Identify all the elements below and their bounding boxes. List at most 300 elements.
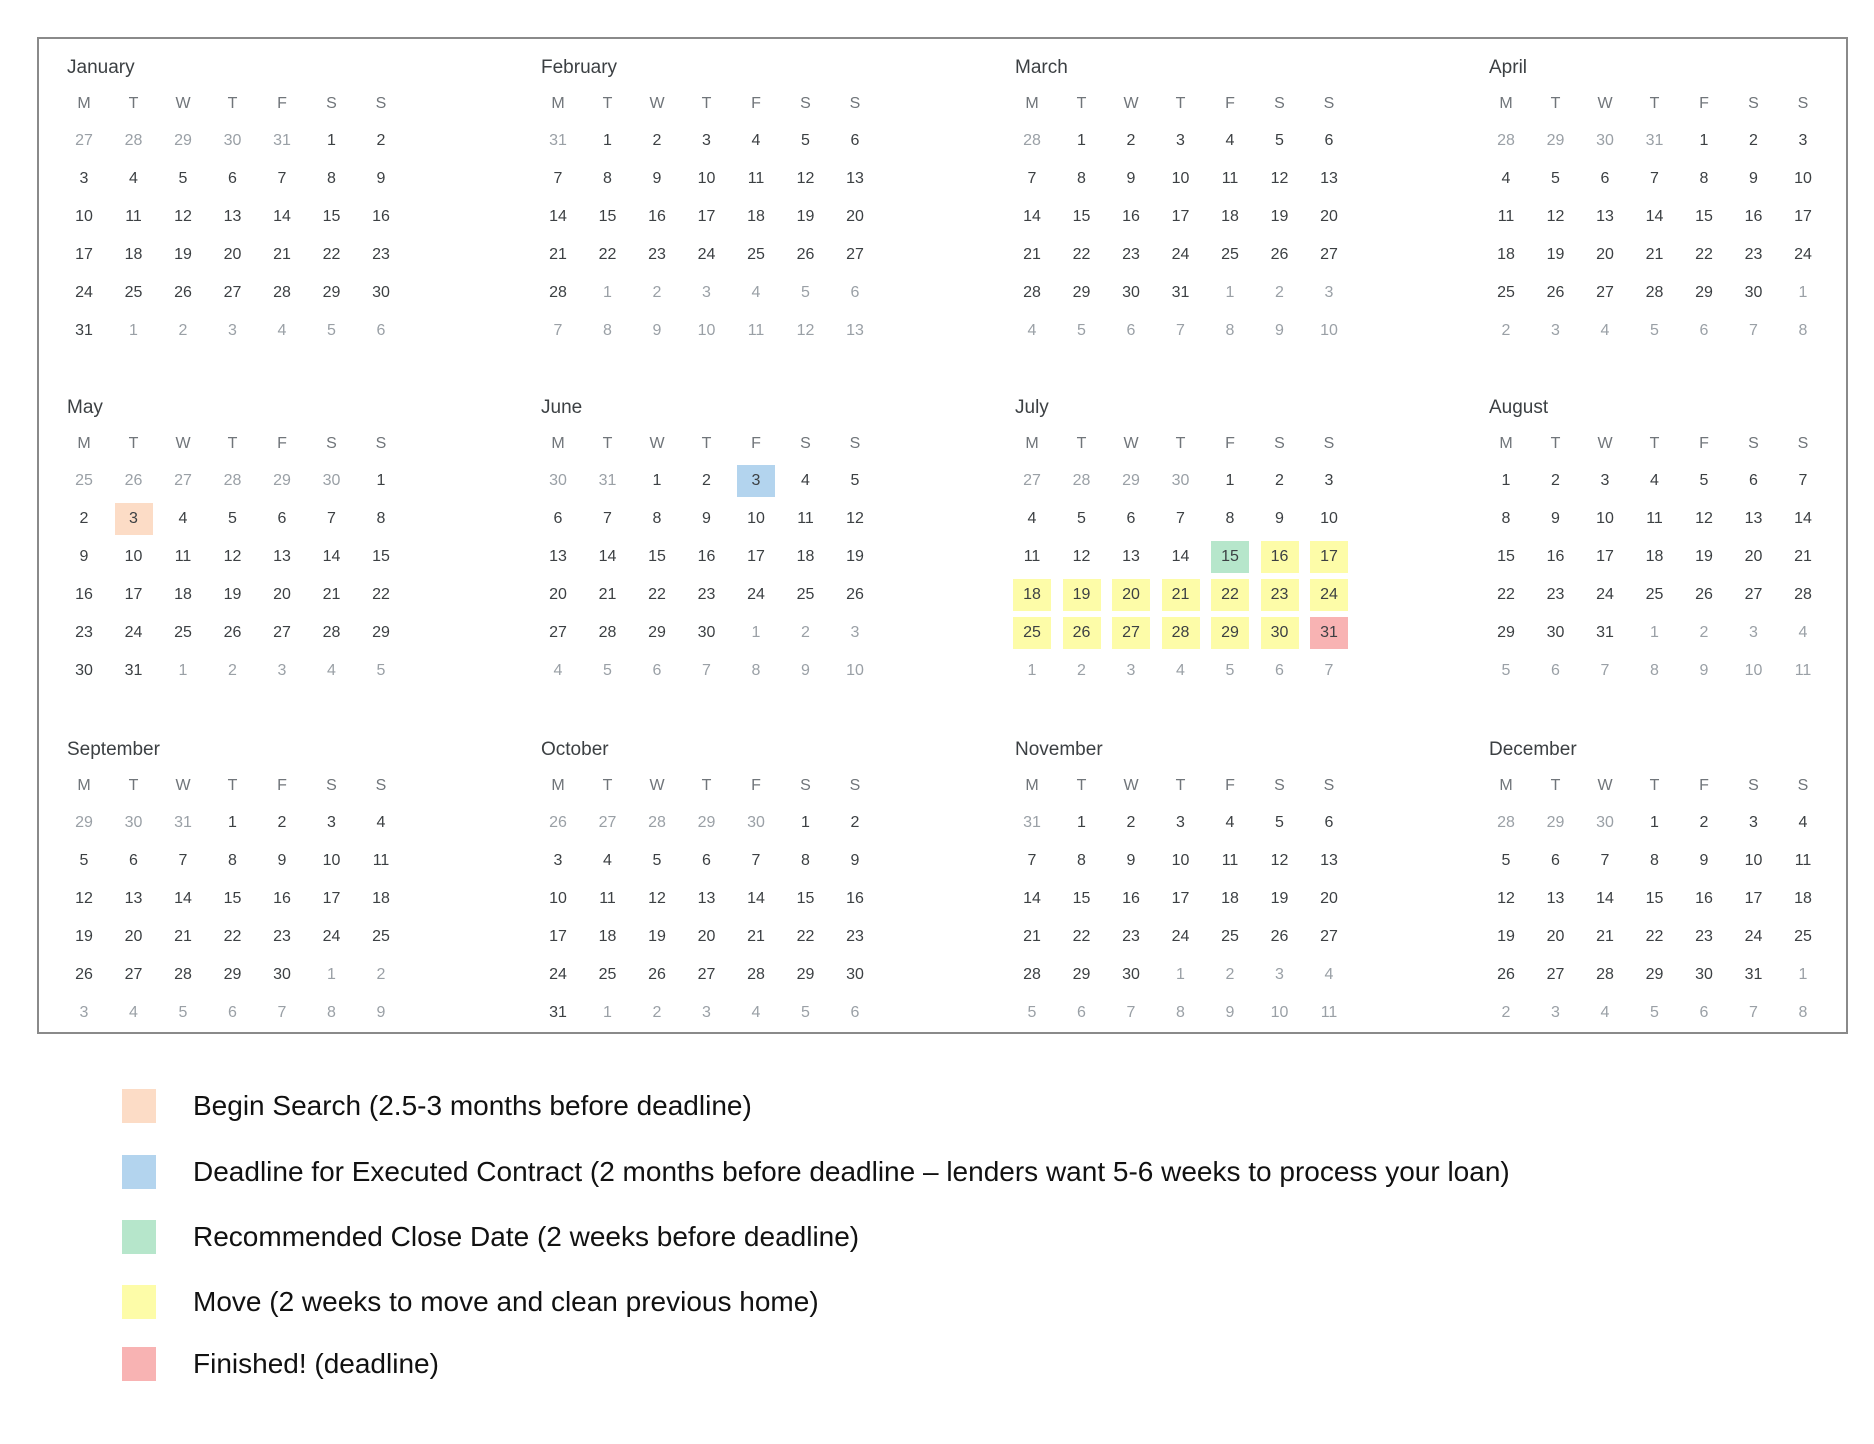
day-cell[interactable]: 13 [697, 890, 716, 907]
day-cell[interactable]: 4 [277, 322, 287, 339]
day-cell[interactable]: 20 [1744, 548, 1763, 565]
day-cell[interactable]: 21 [549, 246, 567, 263]
day-cell[interactable]: 6 [376, 322, 386, 339]
day-cell[interactable]: 29 [174, 132, 192, 149]
day-cell[interactable]: 8 [603, 322, 612, 339]
day-cell[interactable]: 30 [1171, 472, 1190, 489]
day-cell[interactable]: 14 [174, 890, 192, 907]
day-cell[interactable]: 2 [277, 814, 287, 831]
day-cell[interactable]: 27 [1320, 246, 1338, 263]
day-cell[interactable]: 24 [75, 284, 93, 301]
day-cell[interactable]: 1 [327, 132, 336, 149]
day-cell[interactable]: 8 [1798, 322, 1808, 339]
day-cell[interactable]: 11 [1023, 548, 1041, 565]
day-cell[interactable]: 3 [327, 814, 336, 831]
day-cell[interactable]: 7 [277, 1004, 287, 1021]
day-cell[interactable]: 31 [174, 814, 192, 831]
day-cell[interactable]: 5 [327, 322, 336, 339]
day-cell[interactable]: 2 [702, 472, 711, 489]
day-cell[interactable]: 30 [697, 624, 716, 641]
day-cell[interactable]: 11 [372, 852, 390, 869]
day-cell[interactable]: 10 [1171, 170, 1190, 187]
day-cell[interactable]: 10 [1270, 1004, 1289, 1021]
day-cell[interactable]: 5 [79, 852, 89, 869]
day-cell[interactable]: 9 [850, 852, 860, 869]
day-cell[interactable]: 26 [1270, 928, 1289, 945]
day-cell[interactable]: 4 [1027, 322, 1037, 339]
day-cell[interactable]: 30 [846, 966, 864, 983]
day-cell[interactable]: 6 [228, 1004, 237, 1021]
day-cell[interactable]: 1 [1650, 814, 1659, 831]
day-cell[interactable]: 19 [1546, 246, 1565, 263]
day-cell[interactable]: 22 [598, 246, 617, 263]
day-cell-move[interactable]: 20 [1112, 579, 1150, 611]
day-cell[interactable]: 23 [697, 586, 716, 603]
day-cell[interactable]: 20 [1320, 208, 1338, 225]
day-cell[interactable]: 27 [1023, 472, 1041, 489]
day-cell[interactable]: 5 [376, 662, 386, 679]
day-cell[interactable]: 14 [598, 548, 617, 565]
day-cell[interactable]: 13 [1596, 208, 1614, 225]
day-cell[interactable]: 8 [1650, 852, 1659, 869]
day-cell[interactable]: 12 [75, 890, 93, 907]
day-cell[interactable]: 6 [850, 284, 860, 301]
day-cell-close[interactable]: 15 [1211, 541, 1249, 573]
day-cell[interactable]: 2 [1699, 814, 1709, 831]
day-cell[interactable]: 6 [652, 662, 662, 679]
day-cell[interactable]: 23 [372, 246, 390, 263]
day-cell[interactable]: 23 [1744, 246, 1763, 263]
day-cell[interactable]: 29 [1645, 966, 1664, 983]
day-cell[interactable]: 6 [850, 132, 860, 149]
day-cell[interactable]: 5 [1077, 510, 1086, 527]
day-cell[interactable]: 9 [1699, 852, 1709, 869]
day-cell-move[interactable]: 24 [1310, 579, 1348, 611]
day-cell[interactable]: 11 [747, 170, 765, 187]
day-cell[interactable]: 12 [1270, 170, 1289, 187]
day-cell[interactable]: 17 [1596, 548, 1614, 565]
day-cell[interactable]: 17 [1171, 890, 1190, 907]
day-cell[interactable]: 10 [1171, 852, 1190, 869]
day-cell[interactable]: 22 [648, 586, 666, 603]
day-cell[interactable]: 5 [1027, 1004, 1037, 1021]
day-cell[interactable]: 15 [1645, 890, 1664, 907]
day-cell[interactable]: 10 [1744, 662, 1763, 679]
day-cell[interactable]: 28 [747, 966, 765, 983]
day-cell[interactable]: 16 [1122, 890, 1140, 907]
day-cell[interactable]: 12 [174, 208, 192, 225]
day-cell[interactable]: 2 [79, 510, 89, 527]
day-cell[interactable]: 20 [223, 246, 242, 263]
day-cell[interactable]: 4 [1600, 322, 1610, 339]
day-cell[interactable]: 1 [1027, 662, 1037, 679]
day-cell[interactable]: 9 [1275, 510, 1284, 527]
day-cell[interactable]: 10 [322, 852, 341, 869]
day-cell[interactable]: 28 [1497, 132, 1515, 149]
day-cell[interactable]: 8 [327, 1004, 336, 1021]
day-cell[interactable]: 10 [697, 170, 716, 187]
day-cell[interactable]: 2 [1749, 132, 1758, 149]
day-cell[interactable]: 25 [174, 624, 192, 641]
day-cell[interactable]: 12 [1497, 890, 1515, 907]
day-cell[interactable]: 4 [553, 662, 563, 679]
day-cell[interactable]: 2 [801, 624, 810, 641]
day-cell[interactable]: 10 [75, 208, 93, 225]
day-cell[interactable]: 11 [1794, 852, 1812, 869]
day-cell[interactable]: 23 [273, 928, 291, 945]
day-cell[interactable]: 13 [846, 170, 864, 187]
day-cell[interactable]: 26 [1546, 284, 1565, 301]
day-cell[interactable]: 28 [273, 284, 291, 301]
day-cell[interactable]: 30 [322, 472, 341, 489]
day-cell[interactable]: 5 [801, 284, 810, 301]
day-cell-move[interactable]: 25 [1013, 617, 1051, 649]
day-cell[interactable]: 14 [1596, 890, 1614, 907]
day-cell[interactable]: 20 [124, 928, 143, 945]
day-cell[interactable]: 4 [751, 284, 761, 301]
day-cell[interactable]: 16 [1122, 208, 1140, 225]
day-cell[interactable]: 10 [549, 890, 567, 907]
day-cell[interactable]: 1 [603, 284, 612, 301]
day-cell[interactable]: 29 [1122, 472, 1140, 489]
day-cell[interactable]: 19 [1497, 928, 1515, 945]
day-cell[interactable]: 4 [1600, 1004, 1610, 1021]
day-cell[interactable]: 31 [124, 662, 143, 679]
day-cell[interactable]: 11 [174, 548, 192, 565]
day-cell[interactable]: 1 [178, 662, 188, 679]
day-cell[interactable]: 15 [1695, 208, 1713, 225]
day-cell[interactable]: 3 [1749, 814, 1758, 831]
day-cell[interactable]: 27 [598, 814, 617, 831]
day-cell[interactable]: 26 [796, 246, 815, 263]
day-cell[interactable]: 18 [124, 246, 143, 263]
day-cell[interactable]: 5 [1501, 662, 1511, 679]
day-cell[interactable]: 18 [1794, 890, 1812, 907]
day-cell[interactable]: 1 [228, 814, 237, 831]
day-cell-final[interactable]: 31 [1310, 617, 1348, 649]
day-cell[interactable]: 29 [223, 966, 242, 983]
day-cell[interactable]: 23 [648, 246, 666, 263]
day-cell[interactable]: 27 [549, 624, 567, 641]
day-cell[interactable]: 30 [372, 284, 390, 301]
day-cell[interactable]: 19 [648, 928, 666, 945]
day-cell[interactable]: 19 [846, 548, 864, 565]
day-cell[interactable]: 17 [1744, 890, 1763, 907]
day-cell[interactable]: 9 [702, 510, 711, 527]
day-cell[interactable]: 10 [1794, 170, 1812, 187]
day-cell[interactable]: 30 [1744, 284, 1763, 301]
day-cell-move[interactable]: 16 [1261, 541, 1299, 573]
day-cell[interactable]: 7 [1176, 322, 1185, 339]
day-cell[interactable]: 18 [372, 890, 390, 907]
day-cell[interactable]: 13 [1744, 510, 1763, 527]
day-cell[interactable]: 3 [1749, 624, 1758, 641]
day-cell[interactable]: 24 [1794, 246, 1812, 263]
day-cell[interactable]: 30 [1122, 284, 1140, 301]
day-cell[interactable]: 22 [796, 928, 815, 945]
day-cell[interactable]: 30 [747, 814, 765, 831]
day-cell[interactable]: 26 [1497, 966, 1515, 983]
day-cell[interactable]: 29 [648, 624, 666, 641]
day-cell-move[interactable]: 29 [1211, 617, 1249, 649]
day-cell[interactable]: 1 [376, 472, 386, 489]
day-cell[interactable]: 15 [1497, 548, 1515, 565]
day-cell[interactable]: 20 [549, 586, 567, 603]
day-cell[interactable]: 24 [1171, 246, 1190, 263]
day-cell[interactable]: 6 [1077, 1004, 1086, 1021]
day-cell[interactable]: 5 [178, 1004, 188, 1021]
day-cell[interactable]: 10 [1596, 510, 1614, 527]
day-cell[interactable]: 16 [1695, 890, 1713, 907]
day-cell-move[interactable]: 26 [1063, 617, 1101, 649]
day-cell[interactable]: 21 [322, 586, 341, 603]
day-cell[interactable]: 21 [598, 586, 617, 603]
day-cell[interactable]: 29 [372, 624, 390, 641]
day-cell[interactable]: 4 [1798, 814, 1808, 831]
day-cell[interactable]: 26 [846, 586, 864, 603]
day-cell[interactable]: 7 [1176, 510, 1185, 527]
day-cell[interactable]: 6 [553, 510, 563, 527]
day-cell[interactable]: 20 [1546, 928, 1565, 945]
day-cell[interactable]: 13 [1320, 170, 1338, 187]
day-cell[interactable]: 24 [1744, 928, 1763, 945]
day-cell[interactable]: 22 [1072, 928, 1091, 945]
day-cell[interactable]: 4 [1798, 624, 1808, 641]
day-cell[interactable]: 7 [277, 170, 287, 187]
day-cell[interactable]: 3 [1600, 472, 1610, 489]
day-cell-search[interactable]: 3 [115, 503, 153, 535]
day-cell[interactable]: 6 [277, 510, 287, 527]
day-cell[interactable]: 15 [648, 548, 666, 565]
day-cell[interactable]: 5 [801, 132, 810, 149]
day-cell[interactable]: 1 [1798, 284, 1808, 301]
day-cell[interactable]: 10 [1320, 322, 1338, 339]
day-cell[interactable]: 29 [1546, 132, 1565, 149]
day-cell[interactable]: 27 [846, 246, 864, 263]
day-cell[interactable]: 22 [1645, 928, 1664, 945]
day-cell[interactable]: 5 [801, 1004, 810, 1021]
day-cell[interactable]: 4 [129, 1004, 138, 1021]
day-cell[interactable]: 29 [75, 814, 93, 831]
day-cell[interactable]: 4 [1176, 662, 1185, 679]
day-cell[interactable]: 2 [1275, 284, 1284, 301]
day-cell[interactable]: 20 [1320, 890, 1338, 907]
day-cell[interactable]: 9 [1749, 170, 1758, 187]
day-cell[interactable]: 30 [549, 472, 567, 489]
day-cell[interactable]: 4 [751, 132, 761, 149]
day-cell[interactable]: 19 [75, 928, 93, 945]
day-cell[interactable]: 9 [1551, 510, 1560, 527]
day-cell[interactable]: 15 [598, 208, 617, 225]
day-cell[interactable]: 3 [1798, 132, 1808, 149]
day-cell[interactable]: 18 [747, 208, 765, 225]
day-cell[interactable]: 5 [178, 170, 188, 187]
day-cell[interactable]: 27 [1596, 284, 1614, 301]
day-cell[interactable]: 7 [751, 852, 761, 869]
day-cell[interactable]: 2 [652, 132, 662, 149]
day-cell[interactable]: 9 [1225, 1004, 1235, 1021]
day-cell[interactable]: 9 [652, 170, 662, 187]
day-cell[interactable]: 11 [1646, 510, 1663, 527]
day-cell[interactable]: 6 [1749, 472, 1758, 489]
day-cell[interactable]: 2 [1126, 132, 1136, 149]
day-cell[interactable]: 28 [1645, 284, 1664, 301]
day-cell[interactable]: 5 [1551, 170, 1560, 187]
day-cell[interactable]: 17 [75, 246, 93, 263]
day-cell[interactable]: 26 [648, 966, 666, 983]
day-cell[interactable]: 20 [273, 586, 291, 603]
day-cell[interactable]: 20 [846, 208, 864, 225]
day-cell[interactable]: 29 [796, 966, 815, 983]
day-cell[interactable]: 15 [1072, 890, 1091, 907]
day-cell[interactable]: 11 [1497, 208, 1515, 225]
day-cell-move[interactable]: 21 [1162, 579, 1200, 611]
day-cell-move[interactable]: 27 [1112, 617, 1150, 649]
day-cell[interactable]: 8 [1176, 1004, 1185, 1021]
day-cell[interactable]: 26 [1270, 246, 1289, 263]
day-cell[interactable]: 8 [603, 170, 612, 187]
day-cell[interactable]: 8 [1699, 170, 1709, 187]
day-cell[interactable]: 31 [598, 472, 617, 489]
day-cell[interactable]: 10 [1320, 510, 1338, 527]
day-cell[interactable]: 11 [1320, 1004, 1338, 1021]
day-cell[interactable]: 13 [124, 890, 143, 907]
day-cell[interactable]: 2 [1126, 814, 1136, 831]
day-cell[interactable]: 26 [549, 814, 567, 831]
day-cell[interactable]: 5 [1650, 1004, 1659, 1021]
day-cell[interactable]: 2 [1551, 472, 1560, 489]
day-cell[interactable]: 5 [1077, 322, 1086, 339]
day-cell[interactable]: 14 [322, 548, 341, 565]
day-cell[interactable]: 7 [1650, 170, 1659, 187]
day-cell[interactable]: 7 [1126, 1004, 1136, 1021]
day-cell[interactable]: 28 [1072, 472, 1091, 489]
day-cell[interactable]: 9 [801, 662, 810, 679]
day-cell[interactable]: 23 [1122, 246, 1140, 263]
day-cell[interactable]: 30 [1596, 814, 1614, 831]
day-cell[interactable]: 9 [376, 170, 386, 187]
day-cell[interactable]: 28 [1794, 586, 1812, 603]
day-cell[interactable]: 25 [796, 586, 815, 603]
day-cell[interactable]: 10 [124, 548, 143, 565]
day-cell[interactable]: 29 [1072, 284, 1091, 301]
day-cell[interactable]: 25 [75, 472, 93, 489]
day-cell[interactable]: 6 [1324, 132, 1334, 149]
day-cell[interactable]: 24 [549, 966, 567, 983]
day-cell[interactable]: 30 [273, 966, 291, 983]
day-cell[interactable]: 24 [322, 928, 341, 945]
day-cell[interactable]: 19 [796, 208, 815, 225]
day-cell[interactable]: 26 [174, 284, 192, 301]
day-cell[interactable]: 21 [747, 928, 765, 945]
day-cell[interactable]: 10 [747, 510, 765, 527]
day-cell[interactable]: 6 [1551, 662, 1560, 679]
day-cell[interactable]: 31 [1596, 624, 1614, 641]
day-cell[interactable]: 16 [648, 208, 666, 225]
day-cell[interactable]: 27 [697, 966, 716, 983]
day-cell[interactable]: 18 [1221, 890, 1239, 907]
day-cell[interactable]: 8 [327, 170, 336, 187]
day-cell[interactable]: 2 [178, 322, 188, 339]
day-cell[interactable]: 3 [702, 1004, 711, 1021]
day-cell[interactable]: 6 [1551, 852, 1560, 869]
day-cell[interactable]: 8 [1798, 1004, 1808, 1021]
day-cell[interactable]: 8 [1650, 662, 1659, 679]
day-cell-move[interactable]: 22 [1211, 579, 1249, 611]
day-cell[interactable]: 25 [747, 246, 765, 263]
day-cell[interactable]: 2 [1275, 472, 1284, 489]
day-cell[interactable]: 17 [1794, 208, 1812, 225]
day-cell[interactable]: 28 [124, 132, 143, 149]
day-cell[interactable]: 3 [79, 1004, 89, 1021]
day-cell[interactable]: 27 [273, 624, 291, 641]
day-cell[interactable]: 31 [549, 1004, 567, 1021]
day-cell[interactable]: 16 [1546, 548, 1565, 565]
day-cell[interactable]: 22 [1497, 586, 1515, 603]
day-cell[interactable]: 5 [1275, 132, 1284, 149]
day-cell[interactable]: 8 [228, 852, 237, 869]
day-cell[interactable]: 26 [124, 472, 143, 489]
day-cell[interactable]: 18 [796, 548, 815, 565]
day-cell[interactable]: 7 [1027, 852, 1037, 869]
day-cell[interactable]: 13 [1546, 890, 1565, 907]
day-cell[interactable]: 9 [652, 322, 662, 339]
day-cell-move[interactable]: 17 [1310, 541, 1348, 573]
day-cell[interactable]: 3 [850, 624, 860, 641]
day-cell[interactable]: 6 [1600, 170, 1610, 187]
day-cell[interactable]: 5 [603, 662, 612, 679]
day-cell[interactable]: 6 [1126, 322, 1136, 339]
day-cell[interactable]: 22 [223, 928, 242, 945]
day-cell[interactable]: 1 [1650, 624, 1659, 641]
day-cell[interactable]: 6 [228, 170, 237, 187]
day-cell[interactable]: 18 [598, 928, 617, 945]
day-cell[interactable]: 15 [372, 548, 390, 565]
day-cell[interactable]: 30 [75, 662, 93, 679]
day-cell[interactable]: 3 [1551, 322, 1560, 339]
day-cell[interactable]: 16 [75, 586, 93, 603]
day-cell[interactable]: 3 [702, 132, 711, 149]
day-cell[interactable]: 3 [1275, 966, 1284, 983]
day-cell[interactable]: 6 [1699, 322, 1709, 339]
day-cell[interactable]: 11 [1221, 170, 1239, 187]
day-cell[interactable]: 7 [178, 852, 188, 869]
day-cell[interactable]: 28 [549, 284, 567, 301]
day-cell[interactable]: 4 [1027, 510, 1037, 527]
day-cell[interactable]: 10 [1744, 852, 1763, 869]
day-cell[interactable]: 14 [1794, 510, 1812, 527]
day-cell[interactable]: 4 [1501, 170, 1511, 187]
day-cell[interactable]: 28 [322, 624, 341, 641]
day-cell[interactable]: 12 [223, 548, 242, 565]
day-cell[interactable]: 5 [1501, 852, 1511, 869]
day-cell[interactable]: 18 [1645, 548, 1664, 565]
day-cell[interactable]: 12 [648, 890, 666, 907]
day-cell[interactable]: 22 [1695, 246, 1713, 263]
day-cell[interactable]: 1 [1699, 132, 1709, 149]
day-cell[interactable]: 28 [174, 966, 192, 983]
day-cell[interactable]: 2 [850, 814, 860, 831]
day-cell[interactable]: 8 [801, 852, 810, 869]
day-cell[interactable]: 25 [1221, 928, 1239, 945]
day-cell[interactable]: 27 [174, 472, 192, 489]
day-cell[interactable]: 1 [751, 624, 761, 641]
day-cell[interactable]: 2 [652, 1004, 662, 1021]
day-cell[interactable]: 27 [1744, 586, 1763, 603]
day-cell[interactable]: 5 [652, 852, 662, 869]
day-cell[interactable]: 18 [1497, 246, 1515, 263]
day-cell[interactable]: 4 [1225, 132, 1235, 149]
